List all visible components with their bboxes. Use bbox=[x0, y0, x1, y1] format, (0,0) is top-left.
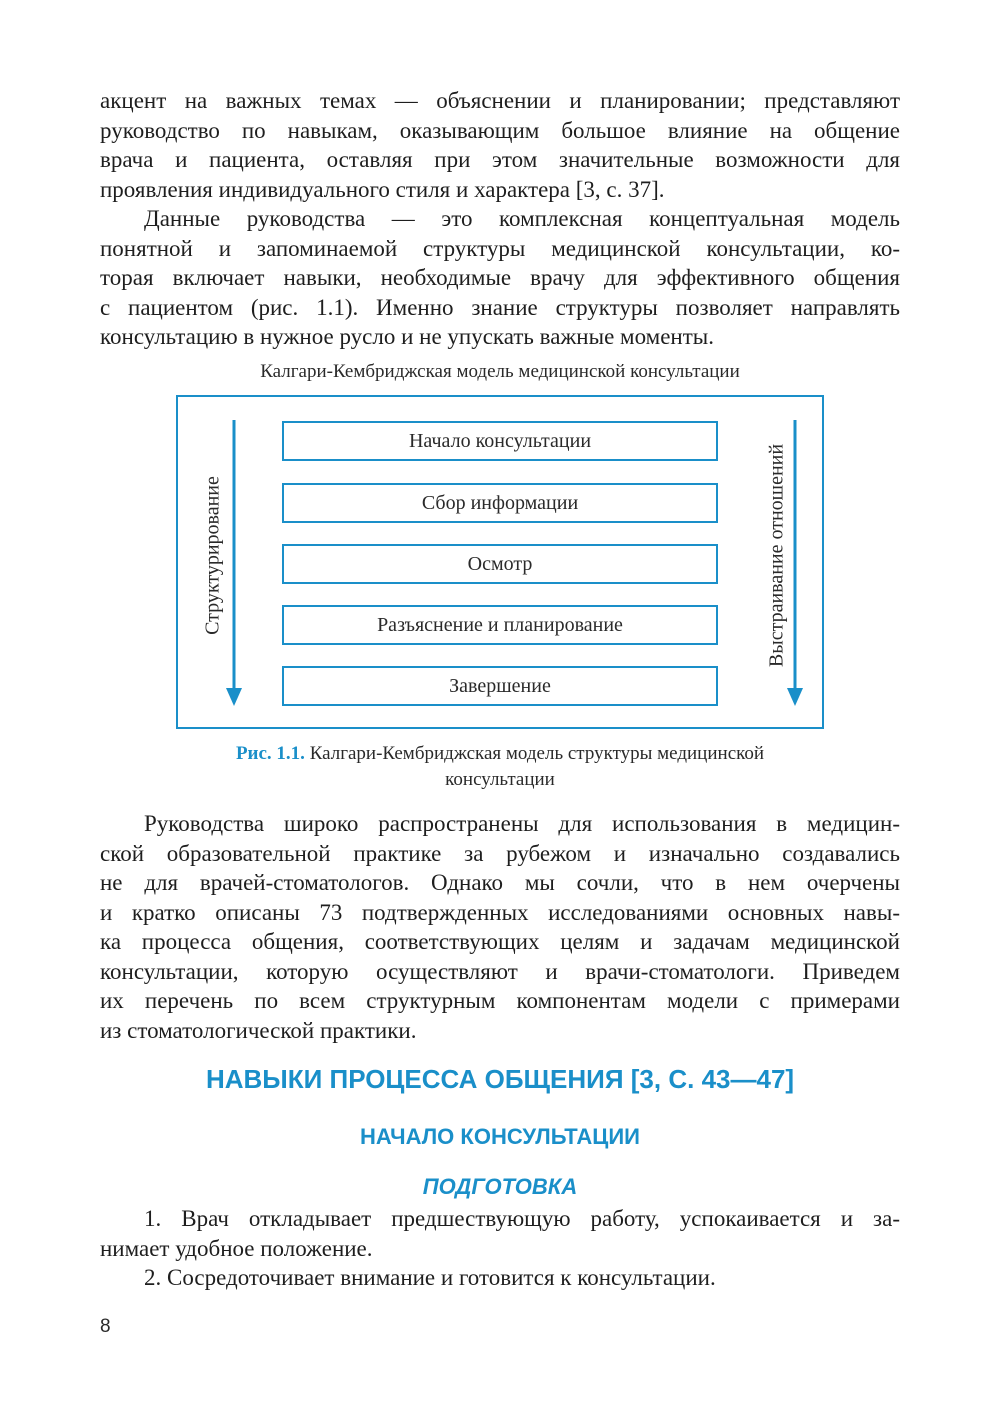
text-line: ской образовательной практике за рубежом и изначально создавались bbox=[100, 840, 900, 866]
stage-box-closing: Завершение bbox=[282, 666, 718, 706]
model-paragraph bbox=[100, 204, 900, 352]
section-heading: НАВЫКИ ПРОЦЕССА ОБЩЕНИЯ [3, С. 43—47] bbox=[205, 1064, 795, 1094]
text-line: не для врачей-стоматологов. Однако мы сочли, что в нем очерчены bbox=[100, 870, 900, 895]
text-line: и кратко описаны 73 подтвержденных исследованиями основных навы- bbox=[100, 899, 900, 925]
text-line: Данные руководства — это комплексная концептуальная модель bbox=[144, 206, 900, 231]
structuring-label: Структурирование bbox=[201, 476, 224, 635]
stage-box-opening: Начало консультации bbox=[282, 421, 718, 461]
text-line: акцент на важных темах — объяснении и планировании; представляют bbox=[100, 88, 900, 113]
text-line: 2. Сосредоточивает внимание и готовится к консультации. bbox=[144, 1265, 716, 1290]
caption-text: Калгари-Кембриджская модель структуры медицинской bbox=[309, 743, 765, 764]
text-line: ка процесса общения, соответствующих целям и задачам медицинской bbox=[100, 929, 900, 954]
figure-title: Калгари-Кембриджская модель медицинской консультации bbox=[260, 361, 740, 382]
text-line: нимает удобное положение. bbox=[100, 1235, 373, 1261]
text-line: консультации, которую осуществляют и врачи-стоматологи. Приведем bbox=[100, 958, 900, 984]
caption-text-2: консультации bbox=[445, 769, 555, 790]
text-line: врача и пациента, оставляя при этом значительные возможности для bbox=[100, 147, 900, 172]
text-line: руководство по навыкам, оказывающим большое влияние на общение bbox=[100, 117, 900, 143]
page-number: 8 bbox=[100, 1316, 111, 1337]
relationship-label: Выстраивание отношений bbox=[765, 443, 788, 668]
guides-paragraph bbox=[100, 809, 900, 1045]
figure-caption bbox=[100, 741, 900, 793]
subsection-heading: НАЧАЛО КОНСУЛЬТАЦИИ bbox=[360, 1124, 640, 1149]
text-line: их перечень по всем структурным компонентам модели с примерами bbox=[100, 988, 900, 1013]
text-line: Руководства широко распространены для использования в медицин- bbox=[144, 811, 900, 836]
stage-box-explanation: Разъяснение и планирование bbox=[282, 605, 718, 645]
text-line: из стоматологической практики. bbox=[100, 1017, 417, 1043]
intro-paragraph bbox=[100, 86, 900, 204]
left-arrow bbox=[222, 418, 246, 708]
subsubsection-heading: ПОДГОТОВКА bbox=[422, 1174, 578, 1199]
item-1 bbox=[100, 1204, 900, 1263]
text-line: проявления индивидуального стиля и характера [3, с. 37]. bbox=[100, 176, 665, 202]
text-line: торая включает навыки, необходимые врачу для эффективного общения bbox=[100, 265, 900, 290]
item-2 bbox=[100, 1263, 900, 1293]
stage-box-information: Сбор информации bbox=[282, 483, 718, 523]
caption-label: Рис. 1.1. bbox=[235, 743, 305, 764]
text-line: консультацию в нужное русло и не упускать важные моменты. bbox=[100, 324, 714, 349]
text-line: с пациентом (рис. 1.1). Именно знание структуры позволяет направлять bbox=[100, 294, 900, 320]
stage-box-examination: Осмотр bbox=[282, 544, 718, 584]
text-line: понятной и запоминаемой структуры медицинской консультации, ко- bbox=[100, 235, 900, 261]
text-line: 1. Врач откладывает предшествующую работу, успокаивается и за- bbox=[144, 1206, 900, 1231]
